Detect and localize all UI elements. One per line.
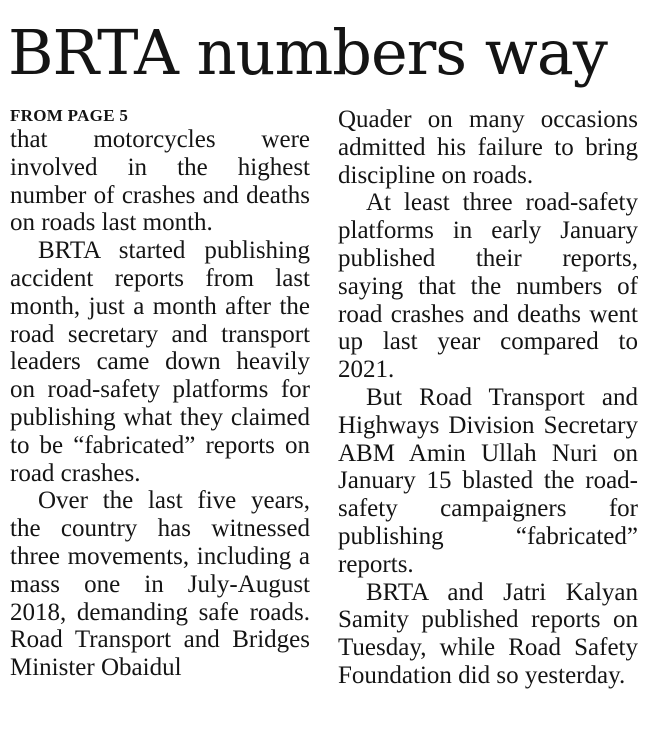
headline: BRTA numbers way xyxy=(8,16,607,89)
paragraph: But Road Transport and Highways Division Secretary ABM Amin Ullah Nuri on January 15 blasted the road-safety campaigners for publishing “fabricated” reports. xyxy=(338,383,638,578)
article-column-right xyxy=(338,106,638,690)
paragraph: At least three road-safety platforms in early January published their reports, saying that the numbers of road crashes and deaths went up last year compared to 2021. xyxy=(338,189,638,384)
paragraph: BRTA and Jatri Kalyan Samity published reports on Tuesday, while Road Safety Foundation did so yesterday. xyxy=(338,578,638,689)
paragraph: Quader on many occasions admitted his failure to bring discipline on roads. xyxy=(338,106,638,189)
paragraph: BRTA started publishing accident reports from last month, just a month after the road secretary and transport leaders came down heavily on road-safety platforms for publishing what they claimed to be “fabricated” reports on road crashes. xyxy=(10,237,310,487)
paragraph: Over the last five years, the country has witnessed three movements, including a mass one in July-August 2018, demanding safe roads. Road Transport and Bridges Minister Obaidul xyxy=(10,487,310,682)
paragraph: that motorcycles were involved in the highest number of crashes and deaths on roads last month. xyxy=(10,126,310,237)
continuation-label: FROM PAGE 5 xyxy=(10,106,129,125)
article-column-left xyxy=(10,106,310,682)
